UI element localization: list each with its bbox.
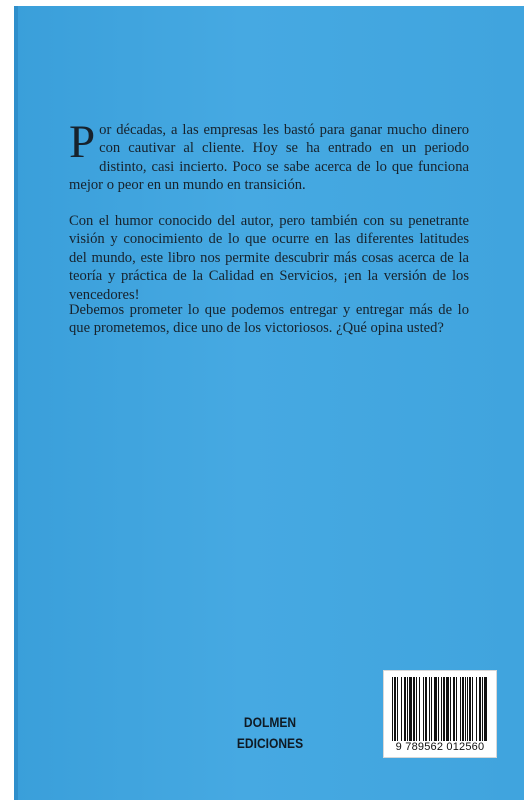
blurb-paragraph-2 [69, 212, 469, 304]
blurb-paragraph-2-text: Con el humor conocido del autor, pero también con su penetrante visión y conocimiento de lo que ocurre en las diferentes latitudes del mundo, este libro nos permite descubrir más cosas acerca de la teoría y práctica de la Calidad en Servicios, ¡en la versión de los vencedores! [69, 213, 469, 303]
blurb-paragraph-3-text: Debemos prometer lo que podemos entregar y entregar más de lo que prometemos, dice uno de los victoriosos. ¿Qué opina usted? [69, 302, 469, 337]
barcode-bar [413, 677, 415, 741]
barcode-bar [419, 677, 420, 741]
barcode-bar [434, 677, 437, 741]
barcode-bar [397, 677, 398, 741]
barcode-bar [438, 677, 439, 741]
barcode-bar [450, 677, 451, 741]
barcode-bar [484, 677, 487, 741]
barcode [383, 670, 497, 758]
barcode-bar [453, 677, 455, 741]
barcode-bar [394, 677, 396, 741]
barcode-bar [443, 677, 445, 741]
barcode-bar [407, 677, 408, 741]
barcode-bar [465, 677, 466, 741]
barcode-bar [472, 677, 473, 741]
blurb-paragraph-1 [69, 116, 469, 195]
publisher-logo [210, 712, 330, 754]
barcode-bar [446, 677, 449, 741]
barcode-bar [404, 677, 406, 741]
barcode-bar [423, 677, 424, 741]
barcode-bar [416, 677, 417, 741]
publisher-name-line2: EDICIONES [236, 735, 304, 751]
barcode-bar [392, 677, 393, 741]
isbn-number: 9 789562 012560 [395, 741, 485, 753]
publisher-name-line1: DOLMEN [243, 714, 297, 730]
barcode-bar [429, 677, 430, 741]
back-cover [14, 6, 524, 800]
barcode-bar [441, 677, 442, 741]
barcode-bar [431, 677, 432, 741]
barcode-bar [401, 677, 402, 741]
barcode-bar [425, 677, 427, 741]
barcode-bar [460, 677, 461, 741]
barcode-bar [469, 677, 471, 741]
blurb-paragraph-1-text: or décadas, a las empresas les bastó para ganar mucho dinero con cautivar al cliente. Hoy se ha entrado en un periodo distinto, casi incierto. Poco se sabe acerca de lo que funciona mejor o peor en un mundo en transición. [69, 122, 469, 194]
barcode-bar [482, 677, 483, 741]
barcode-bar [479, 677, 481, 741]
barcode-bar [467, 677, 468, 741]
barcode-bars [392, 677, 488, 741]
drop-cap: P [69, 116, 96, 168]
barcode-bar [456, 677, 457, 741]
blurb-paragraph-3 [69, 301, 469, 338]
barcode-bar [462, 677, 464, 741]
cover-spine-edge [14, 6, 18, 800]
barcode-bar [476, 677, 477, 741]
barcode-bar [409, 677, 412, 741]
